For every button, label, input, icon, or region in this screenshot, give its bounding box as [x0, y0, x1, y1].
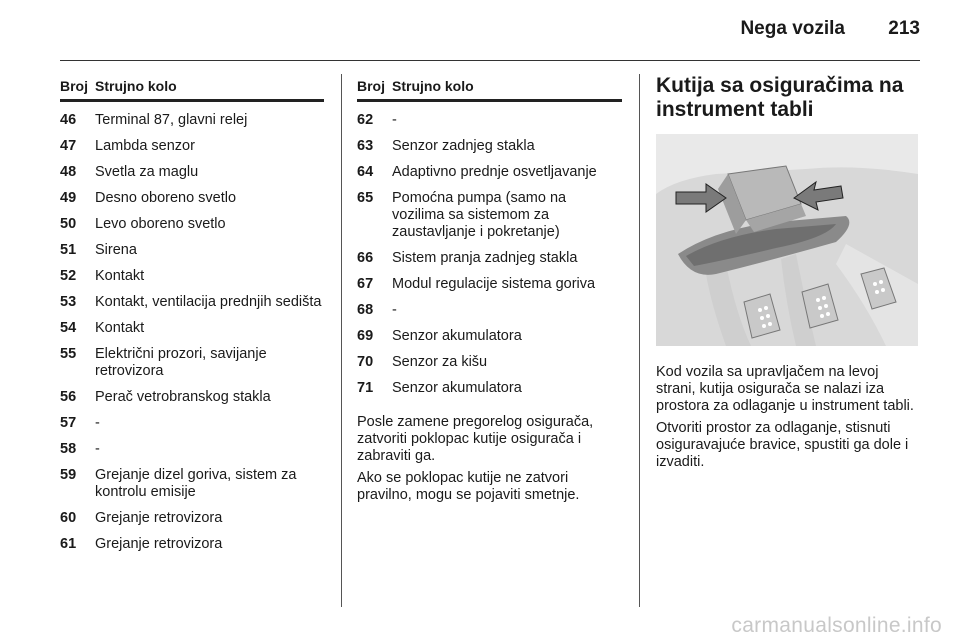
fuse-number: 52 [60, 268, 77, 284]
fuse-number: 49 [60, 190, 77, 206]
table-row [357, 160, 622, 186]
column-divider [639, 74, 640, 607]
circuit-name: Adaptivno prednje osvetljavanje [392, 164, 597, 180]
paragraph: Ako se poklopac kutije ne zatvori pravilno, mogu se pojaviti smetnje. [357, 470, 580, 503]
circuit-name: - [392, 112, 397, 128]
table-row [60, 411, 324, 437]
fuse-number: 54 [60, 320, 77, 336]
header-rule [60, 60, 920, 61]
circuit-name: Električni prozori, savijanje retrovizora [95, 346, 267, 379]
column-header-circuit: Strujno kolo [95, 78, 177, 94]
fuse-number: 48 [60, 164, 77, 180]
table-header [357, 78, 622, 102]
section-header-title: Nega vozila [740, 18, 845, 39]
fuse-number: 56 [60, 389, 77, 405]
circuit-name: Grejanje retrovizora [95, 536, 223, 552]
watermark: carmanualsonline.info [731, 614, 942, 637]
fuse-table-right [357, 78, 622, 509]
fuse-number: 67 [357, 276, 374, 292]
fuse-number: 57 [60, 415, 77, 431]
fuse-number: 47 [60, 138, 77, 154]
instrument-panel-section [656, 74, 920, 476]
circuit-name: Desno oboreno svetlo [95, 190, 237, 206]
table-row [60, 212, 324, 238]
fuse-number: 65 [357, 190, 374, 206]
fuse-number: 50 [60, 216, 77, 232]
table-row [60, 316, 324, 342]
table-row [357, 108, 622, 134]
circuit-name: Senzor za kišu [392, 354, 488, 370]
table-row [60, 342, 324, 385]
paragraph: Otvoriti prostor za odlaganje, stisnuti osiguravajuće bravice, spustiti ga dole i izvaditi. [656, 420, 909, 470]
table-row [60, 385, 324, 411]
circuit-name: Kontakt [95, 268, 145, 284]
fuse-number: 69 [357, 328, 374, 344]
fuse-number: 68 [357, 302, 374, 318]
table-row [60, 463, 324, 506]
circuit-name: Senzor akumulatora [392, 380, 522, 396]
column-header-circuit: Strujno kolo [392, 78, 474, 94]
paragraph: Kod vozila sa upravljačem na levoj strani, kutija osigurača se nalazi iza prostora za odlaganje u instrument tabli. [656, 364, 914, 414]
circuit-name: Levo oboreno svetlo [95, 216, 226, 232]
fuse-number: 46 [60, 112, 77, 128]
table-body [357, 108, 622, 402]
table-row [60, 134, 324, 160]
circuit-name: Kontakt [95, 320, 145, 336]
page-number: 213 [888, 18, 920, 39]
table-row [357, 134, 622, 160]
circuit-name: Modul regulacije sistema goriva [392, 276, 596, 292]
table-row [60, 108, 324, 134]
fuse-number: 61 [60, 536, 77, 552]
table-row [357, 298, 622, 324]
table-row [60, 532, 324, 558]
fuse-number: 70 [357, 354, 374, 370]
column-divider [341, 74, 342, 607]
circuit-name: Grejanje retrovizora [95, 510, 223, 526]
column-header-number: Broj [60, 78, 88, 94]
circuit-name: - [95, 441, 100, 457]
table-row [357, 186, 622, 246]
circuit-name: Svetla za maglu [95, 164, 199, 180]
circuit-name: Perač vetrobranskog stakla [95, 389, 271, 405]
fuse-number: 66 [357, 250, 374, 266]
table-row [357, 246, 622, 272]
circuit-name: Pomoćna pumpa (samo na vozilima sa sistemom za zaustavljanje i pokretanje) [392, 190, 567, 240]
circuit-name: - [392, 302, 397, 318]
section-text [656, 364, 920, 471]
table-row [60, 160, 324, 186]
fuse-number: 71 [357, 380, 374, 396]
fuse-table-left [60, 78, 324, 558]
circuit-name: Senzor akumulatora [392, 328, 522, 344]
fuse-number: 64 [357, 164, 374, 180]
table-row [60, 506, 324, 532]
circuit-name: - [95, 415, 100, 431]
table-row [60, 186, 324, 212]
fuse-number: 63 [357, 138, 374, 154]
table-row [60, 264, 324, 290]
table-row [357, 350, 622, 376]
fuse-number: 62 [357, 112, 374, 128]
replacement-notes [357, 414, 622, 504]
circuit-name: Lambda senzor [95, 138, 195, 154]
circuit-name: Kontakt, ventilacija prednjih sedišta [95, 294, 322, 310]
section-title: Kutija sa osiguračima na instrument tabli [656, 74, 904, 121]
fuse-box-illustration [656, 134, 918, 346]
circuit-name: Grejanje dizel goriva, sistem za kontrolu emisije [95, 467, 297, 500]
table-row [60, 238, 324, 264]
circuit-name: Senzor zadnjeg stakla [392, 138, 535, 154]
fuse-number: 59 [60, 467, 77, 483]
table-header [60, 78, 324, 102]
paragraph: Posle zamene pregorelog osigurača, zatvoriti poklopac kutije osigurača i zabraviti ga. [357, 414, 594, 464]
fuse-number: 60 [60, 510, 77, 526]
column-header-number: Broj [357, 78, 385, 94]
table-row [60, 437, 324, 463]
circuit-name: Terminal 87, glavni relej [95, 112, 248, 128]
fuse-number: 55 [60, 346, 77, 362]
table-row [357, 272, 622, 298]
table-row [357, 376, 622, 402]
circuit-name: Sirena [95, 242, 137, 258]
table-row [357, 324, 622, 350]
circuit-name: Sistem pranja zadnjeg stakla [392, 250, 578, 266]
fuse-number: 58 [60, 441, 77, 457]
table-body [60, 108, 324, 558]
fuse-number: 51 [60, 242, 77, 258]
table-row [60, 290, 324, 316]
fuse-number: 53 [60, 294, 77, 310]
